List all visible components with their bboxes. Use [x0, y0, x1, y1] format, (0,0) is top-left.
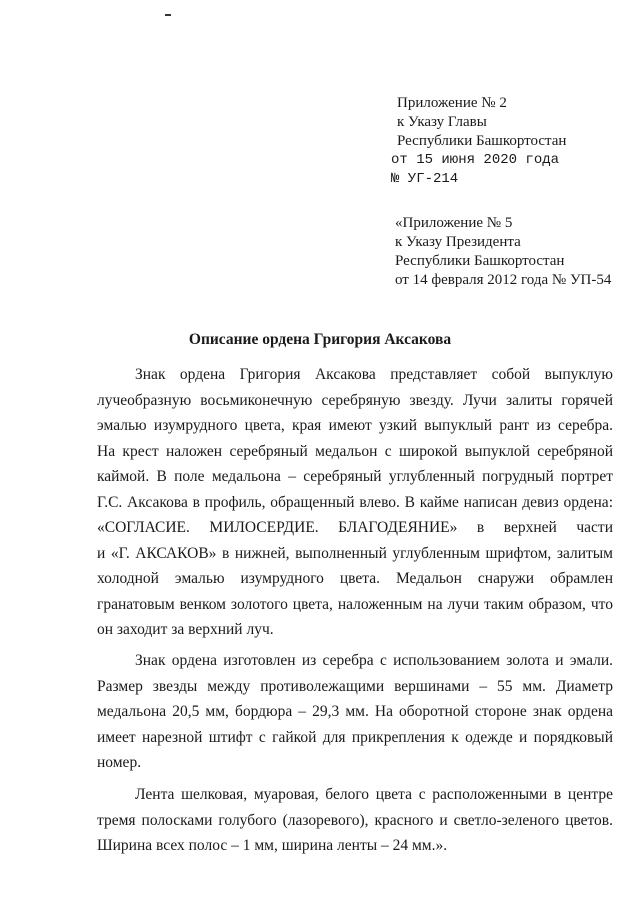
text-line: он заходит за верхний луч. [97, 621, 274, 638]
appendix-5-line: Республики Башкортостан [395, 253, 565, 269]
appendix-5-block [395, 214, 611, 290]
appendix-2-block [391, 94, 567, 189]
scan-mark [165, 14, 171, 16]
document-title: Описание ордена Григория Аксакова [188, 331, 452, 348]
appendix-5-line: «Приложение № 5 [395, 215, 513, 231]
text-line: Лента шелковая, муаровая, белого цвета с расположенными в центре [135, 786, 613, 803]
text-line: «СОГЛАСИЕ. МИЛОСЕРДИЕ. БЛАГОДЕЯНИЕ» в верхней части [97, 519, 613, 536]
text-line: и «Г. АКСАКОВ» в нижней, выполненный углубленным шрифтом, залитым [97, 544, 613, 562]
text-line: эмалью изумрудного цвета, края имеют узкий выпуклый рант из серебра. [97, 417, 613, 434]
appendix-2-line: Приложение № 2 [397, 95, 507, 111]
text-line: имеет нарезной штифт с гайкой для прикрепления к одежде и порядковый [97, 728, 613, 746]
paragraph-1 [97, 362, 613, 643]
text-line: холодной эмалью изумрудного цвета. Медальон снаружи обрамлен [97, 570, 613, 587]
appendix-2-number: № УГ-214 [391, 171, 459, 187]
paragraph-2 [97, 648, 613, 776]
text-line: каймой. В поле медальона – серебряный углубленный погрудный портрет [97, 468, 613, 485]
appendix-2-line: к Указу Главы [397, 114, 487, 130]
text-line: На крест наложен серебряный медальон с широкой выпуклой серебряной [97, 442, 613, 460]
text-line: Г.С. Аксакова в профиль, обращенный влево. В кайме написан девиз ордена: [97, 493, 613, 511]
appendix-2-date: от 15 июня 2020 года [391, 152, 560, 168]
text-line: гранатовым венком золотого цвета, наложенным на лучи таким образом, что [97, 595, 613, 613]
text-line: Знак ордена Григория Аксакова представляет собой выпуклую [135, 366, 613, 383]
text-line: Ширина всех полос – 1 мм, ширина ленты – 24 мм.». [97, 837, 448, 854]
text-line: лучеобразную восьмиконечную серебряную звезду. Лучи залиты горячей [97, 391, 613, 409]
text-line: тремя полосками голубого (лазоревого), красного и светло-зеленого цветов. [97, 811, 613, 829]
appendix-2-line: Республики Башкортостан [397, 133, 567, 149]
text-line: медальона 20,5 мм, бордюра – 29,3 мм. На оборотной стороне знак ордена [97, 703, 613, 720]
text-line: номер. [97, 754, 142, 771]
appendix-5-line: к Указу Президента [395, 234, 521, 250]
appendix-5-line: от 14 февраля 2012 года № УП-54 [395, 272, 612, 288]
text-line: Размер звезды между противолежащими вершинами – 55 мм. Диаметр [97, 677, 613, 695]
paragraph-3 [97, 782, 613, 859]
text-line: Знак ордена изготовлен из серебра с использованием золота и эмали. [135, 652, 613, 669]
